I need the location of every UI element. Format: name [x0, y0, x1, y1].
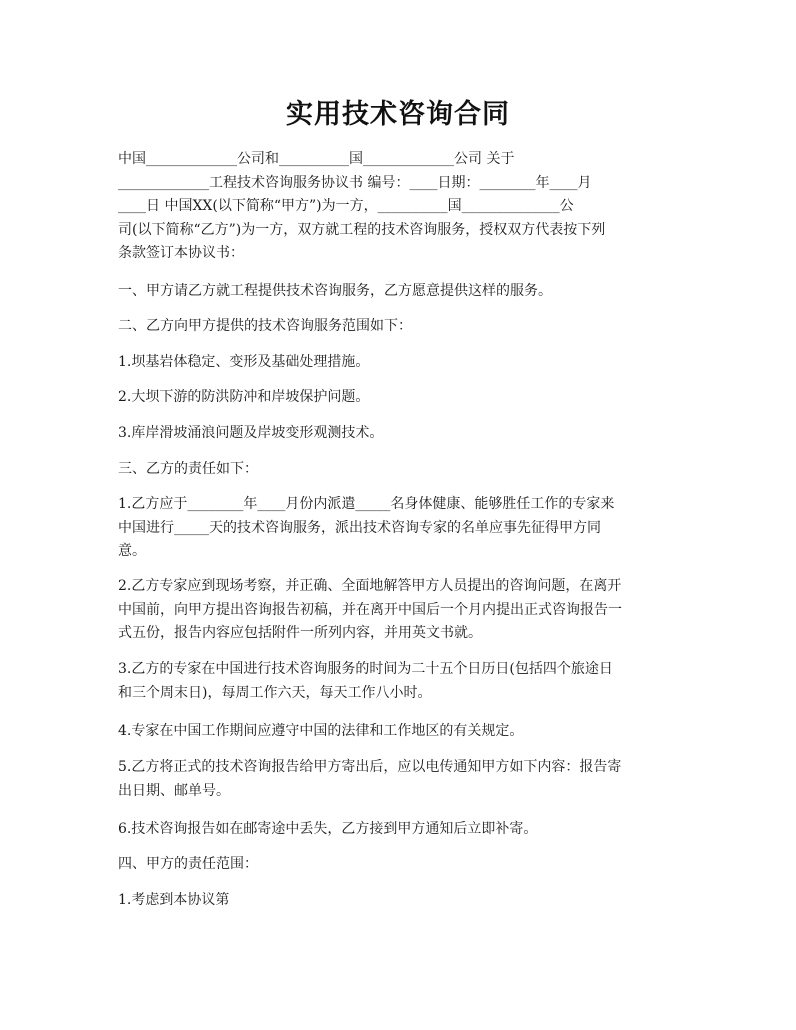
scope-item: 3.库岸滑坡涌浪问题及岸坡变形观测技术。 [118, 425, 384, 441]
scope-item: 2.大坝下游的防洪防冲和岸坡保护问题。 [118, 389, 370, 405]
duty-item-2 [118, 575, 683, 646]
duty-line: 5.乙方将正式的技术咨询报告给甲方寄出后，应以电传通知甲方如下内容：报告寄 [118, 759, 622, 775]
article-3-heading: 三、乙方的责任如下： [118, 461, 258, 477]
intro-line: 条款签订本协议书： [118, 245, 244, 261]
duty-line: 式五份，报告内容应包括附件一所列内容，并用英文书就。 [118, 625, 482, 641]
intro-line: 司(以下简称“乙方”)为一方，双方就工程的技术咨询服务，授权双方代表按下列 [118, 221, 606, 238]
document-title: 实用技术咨询合同 [286, 99, 510, 130]
duty-line: 2.乙方专家应到现场考察，并正确、全面地解答甲方人员提出的咨询问题，在离开 [118, 578, 622, 594]
article-2-heading: 二、乙方向甲方提供的技术咨询服务范围如下： [118, 318, 412, 334]
duty-item-6: 6.技术咨询报告如在邮寄途中丢失，乙方接到甲方通知后立即补寄。 [118, 821, 538, 837]
duty-line: 和三个周末日)，每周工作六天，每天工作八小时。 [118, 684, 432, 701]
intro-line: 中国_____________公司和__________国_____________公司 关于 [118, 151, 515, 167]
duty-line: 1.乙方应于________年____月份内派遣_____名身体健康、能够胜任工作的专家来 [118, 496, 615, 512]
duty-line: 出日期、邮单号。 [118, 782, 230, 799]
duty-line: 中国前，向甲方提出咨询报告初稿，并在离开中国后一个月内提出正式咨询报告一 [118, 601, 622, 618]
duty-item-3 [118, 658, 683, 705]
duty-line: 3.乙方的专家在中国进行技术咨询服务的时间为二十五个日历日(包括四个旅途日 [118, 661, 613, 677]
duty-item-5 [118, 756, 683, 803]
intro-line: _____________工程技术咨询服务协议书 编号：____日期：________年____月 [118, 174, 592, 191]
duty-line: 中国进行_____天的技术咨询服务，派出技术咨询专家的名单应事先征得甲方同 [118, 519, 601, 536]
duty-item-4: 4.专家在中国工作期间应遵守中国的法律和工作地区的有关规定。 [118, 723, 524, 739]
duty-item-1 [118, 493, 683, 564]
duty-line: 意。 [118, 543, 146, 559]
article-1: 一、甲方请乙方就工程提供技术咨询服务，乙方愿意提供这样的服务。 [118, 283, 552, 299]
article-4-heading: 四、甲方的责任范围： [118, 856, 258, 872]
intro-line: ____日 中国XX(以下简称“甲方”)为一方，__________国______________公 [118, 198, 574, 214]
scope-item: 1.坝基岩体稳定、变形及基础处理措施。 [118, 354, 370, 370]
intro-paragraph [118, 148, 683, 266]
party-a-item-1: 1.考虑到本协议第 [118, 892, 230, 908]
